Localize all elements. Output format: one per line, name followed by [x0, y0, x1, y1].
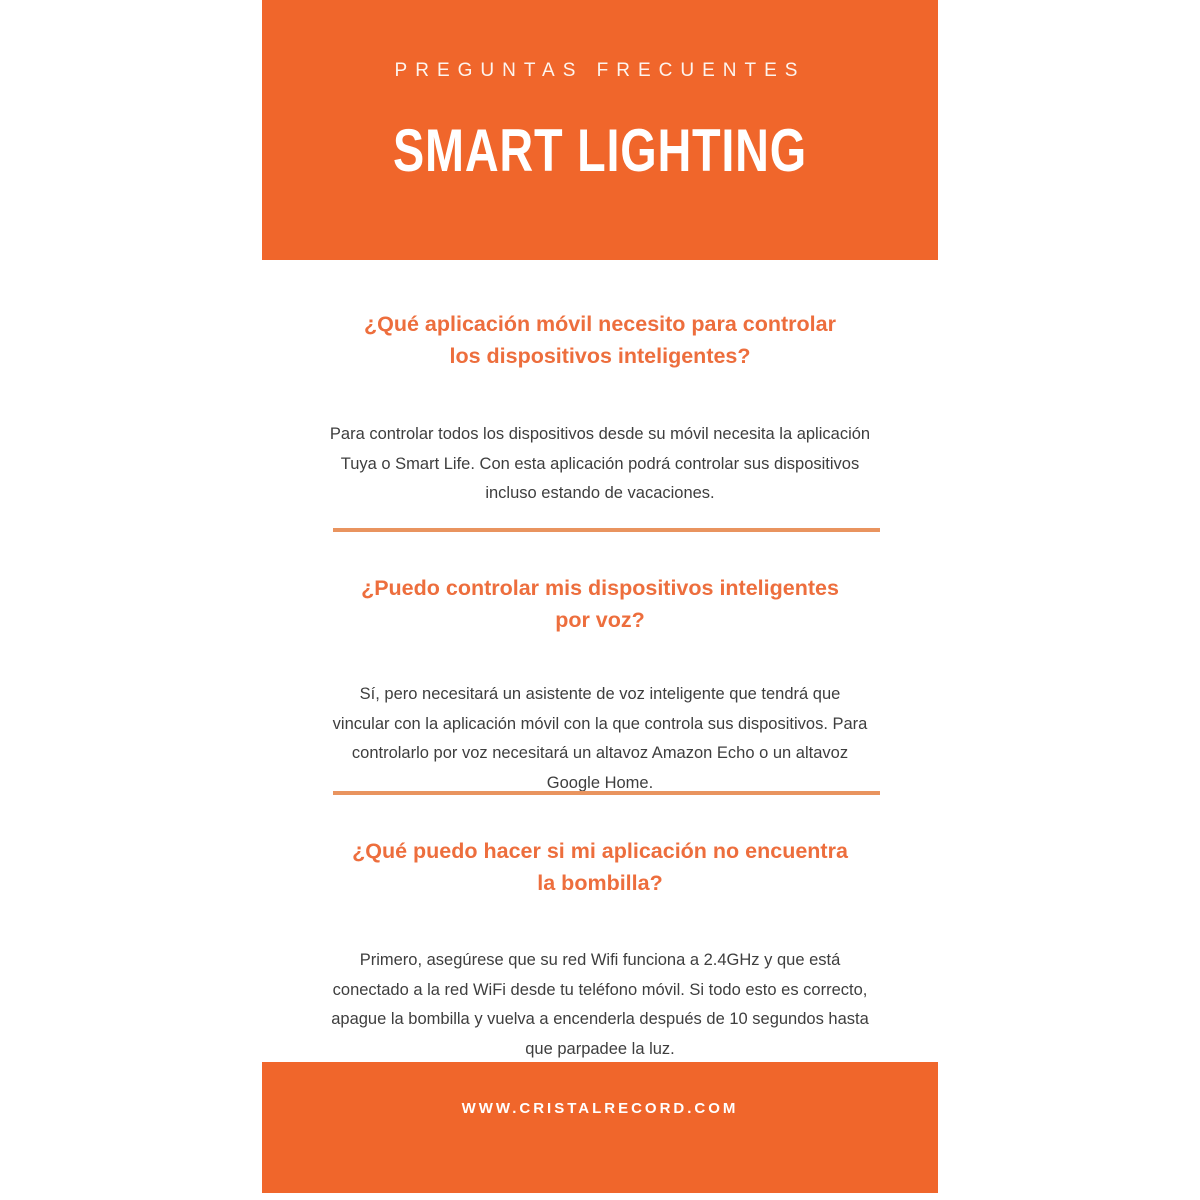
faq-question-2 [262, 572, 938, 636]
faq-answer-2-line-2: vincular con la aplicación móvil con la que controla sus dispositivos. Para [332, 714, 868, 733]
faq-answer-1 [262, 420, 938, 509]
website-url: WWW.CRISTALRECORD.COM [461, 1100, 739, 1117]
faq-answer-2-line-4: Google Home. [546, 773, 654, 792]
faq-question-2-line-1: ¿Puedo controlar mis dispositivos inteligentes [361, 576, 839, 600]
faq-question-3 [262, 835, 938, 899]
section-divider-1 [333, 528, 880, 532]
faq-answer-3-line-2: conectado a la red WiFi desde tu teléfono móvil. Si todo esto es correcto, [332, 980, 868, 999]
faq-question-1 [262, 308, 938, 372]
faq-answer-3-line-3: apague la bombilla y vuelva a encenderla después de 10 segundos hasta [331, 1010, 869, 1028]
faq-answer-1-line-2: Tuya o Smart Life. Con esta aplicación podrá controlar sus dispositivos [340, 454, 860, 473]
faq-question-1-line-1: ¿Qué aplicación móvil necesito para controlar [364, 312, 836, 336]
faq-answer-2 [262, 680, 938, 798]
faq-answer-2-line-3: controlarlo por voz necesitará un altavoz Amazon Echo o un altavoz [351, 744, 849, 762]
header-banner [262, 0, 938, 260]
faq-answer-3-line-1: Primero, asegúrese que su red Wifi funciona a 2.4GHz y que está [359, 951, 841, 969]
faq-question-1-line-2: los dispositivos inteligentes? [449, 344, 751, 368]
eyebrow-text: PREGUNTAS FRECUENTES [394, 60, 806, 81]
faq-answer-1-line-3: incluso estando de vacaciones. [485, 484, 715, 502]
poster-title: SMART LIGHTING [393, 117, 807, 184]
faq-answer-1-line-1: Para controlar todos los dispositivos desde su móvil necesita la aplicación [329, 425, 871, 443]
faq-answer-3-line-4: que parpadee la luz. [525, 1039, 675, 1058]
faq-question-2-line-2: por voz? [555, 608, 645, 632]
faq-answer-2-line-1: Sí, pero necesitará un asistente de voz inteligente que tendrá que [359, 685, 841, 703]
faq-question-3-line-1: ¿Qué puedo hacer si mi aplicación no encuentra [352, 839, 848, 863]
footer-banner [262, 1062, 938, 1193]
faq-answer-3 [262, 946, 938, 1064]
faq-question-3-line-2: la bombilla? [537, 871, 663, 895]
section-divider-2 [333, 791, 880, 795]
